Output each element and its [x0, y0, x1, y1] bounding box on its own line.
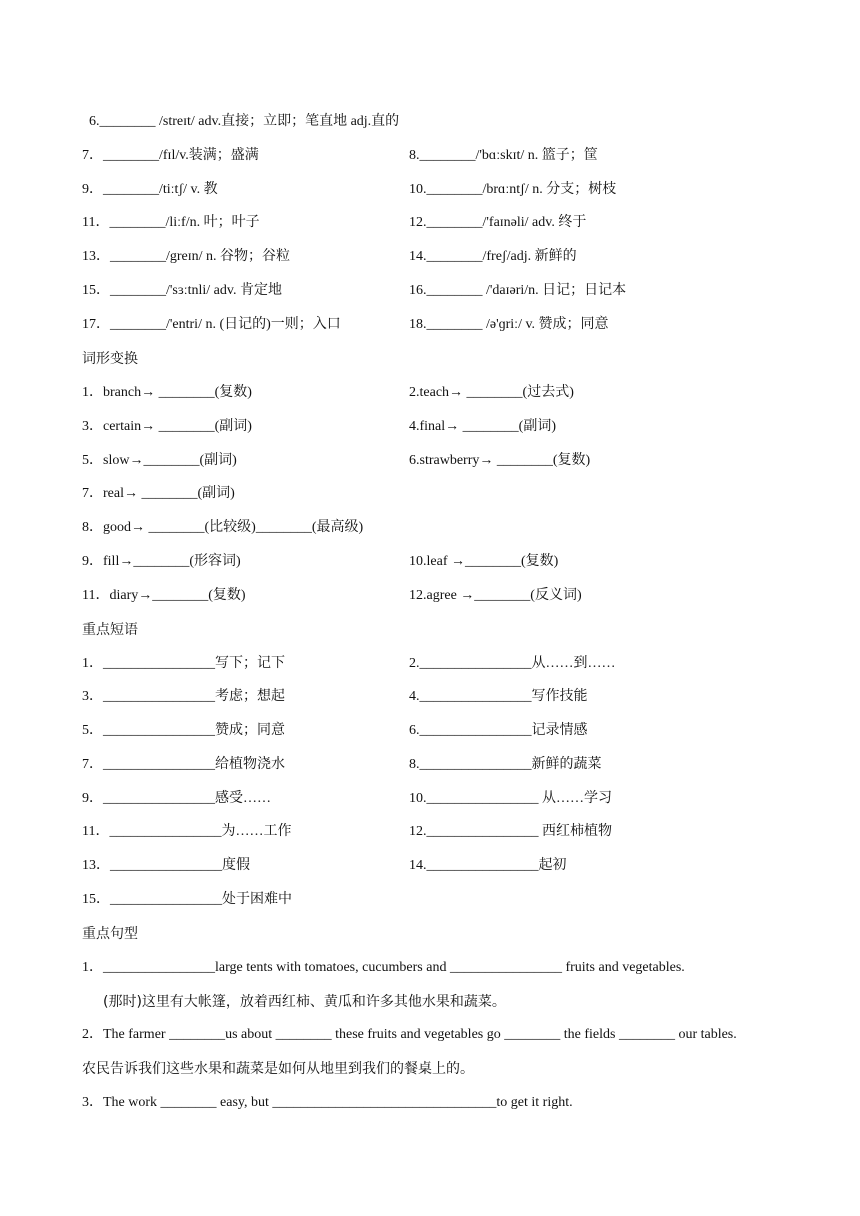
phrase-item-3: 3．________________考虑；想起	[82, 689, 285, 704]
vocab-item-10: 10.________/brɑːntʃ/ n. 分支；树枝	[409, 182, 617, 197]
vocab-item-13: 13．________/greɪn/ n. 谷物；谷粒	[82, 249, 291, 264]
sentence-3: 3．The work ________ easy, but ________________________________to get it right.	[82, 1095, 573, 1110]
vocab-item-17: 17．________/'entri/ n. (日记的)一则；入口	[82, 317, 341, 332]
sentence-1: 1．________________large tents with tomatoes, cucumbers and ________________ fruits and vegetables.	[82, 960, 685, 975]
sentence-2-translation: 农民告诉我们这些水果和蔬菜是如何从地里到我们的餐桌上的。	[82, 1061, 474, 1077]
vocab-item-12: 12.________/'faɪnəli/ adv. 终于	[409, 215, 587, 230]
form-item-8: 8．good→ ________(比较级)________(最高级)	[82, 520, 364, 535]
phrase-item-12: 12.________________ 西红柿植物	[409, 824, 612, 839]
phrase-item-5: 5．________________赞成；同意	[82, 723, 285, 738]
form-item-10: 10.leaf →________(复数)	[409, 554, 559, 569]
phrase-item-1: 1．________________写下；记下	[82, 656, 285, 671]
form-item-5: 5．slow→________(副词)	[82, 453, 237, 468]
vocab-item-11: 11．________/liːf/n. 叶；叶子	[82, 215, 260, 230]
phrase-item-7: 7．________________给植物浇水	[82, 757, 285, 772]
section-heading-key-sentences: 重点句型	[82, 926, 138, 942]
form-item-1: 1．branch→ ________(复数)	[82, 385, 252, 400]
vocab-line-6: 6.________ /streɪt/ adv.直接；立即；笔直地 adj.直的	[89, 114, 400, 129]
phrase-item-14: 14.________________起初	[409, 858, 567, 873]
vocab-item-9: 9．________/tiːtʃ/ v. 教	[82, 182, 218, 197]
phrase-item-2: 2.________________从……到……	[409, 656, 616, 671]
phrase-item-13: 13．________________度假	[82, 858, 250, 873]
form-item-3: 3．certain→ ________(副词)	[82, 419, 252, 434]
form-item-6: 6.strawberry→ ________(复数)	[409, 453, 591, 468]
section-heading-key-phrases: 重点短语	[82, 622, 138, 638]
vocab-item-8: 8.________/'bɑːskɪt/ n. 篮子；筐	[409, 148, 598, 163]
phrase-item-15: 15．________________处于困难中	[82, 892, 292, 907]
form-item-2: 2.teach→ ________(过去式)	[409, 385, 574, 400]
vocab-item-15: 15．________/'sɜːtnli/ adv. 肯定地	[82, 283, 282, 298]
phrase-item-6: 6.________________记录情感	[409, 723, 588, 738]
vocab-item-16: 16.________ /'daɪəri/n. 日记；日记本	[409, 283, 627, 298]
phrase-item-11: 11．________________为……工作	[82, 824, 292, 839]
form-item-7: 7．real→ ________(副词)	[82, 486, 235, 501]
phrase-item-4: 4.________________写作技能	[409, 689, 588, 704]
sentence-1-translation: (那时)这里有大帐篷，放着西红柿、黄瓜和许多其他水果和蔬菜。	[103, 994, 506, 1010]
form-item-11: 11．diary→________(复数)	[82, 588, 246, 603]
sentence-2: 2．The farmer ________us about ________ these fruits and vegetables go ________ the fields ________ our tables.	[82, 1027, 737, 1042]
phrase-item-8: 8.________________新鲜的蔬菜	[409, 757, 602, 772]
form-item-12: 12.agree →________(反义词)	[409, 588, 582, 603]
phrase-item-9: 9．________________感受……	[82, 791, 271, 806]
vocab-item-7: 7．________/fɪl/v.装满；盛满	[82, 148, 259, 163]
vocab-item-14: 14.________/freʃ/adj. 新鲜的	[409, 249, 577, 264]
section-heading-word-forms: 词形变换	[82, 351, 138, 367]
vocab-item-18: 18.________ /ə'ɡriː/ v. 赞成；同意	[409, 317, 609, 332]
form-item-4: 4.final→ ________(副词)	[409, 419, 556, 434]
form-item-9: 9．fill→________(形容词)	[82, 554, 241, 569]
phrase-item-10: 10.________________ 从……学习	[409, 791, 612, 806]
